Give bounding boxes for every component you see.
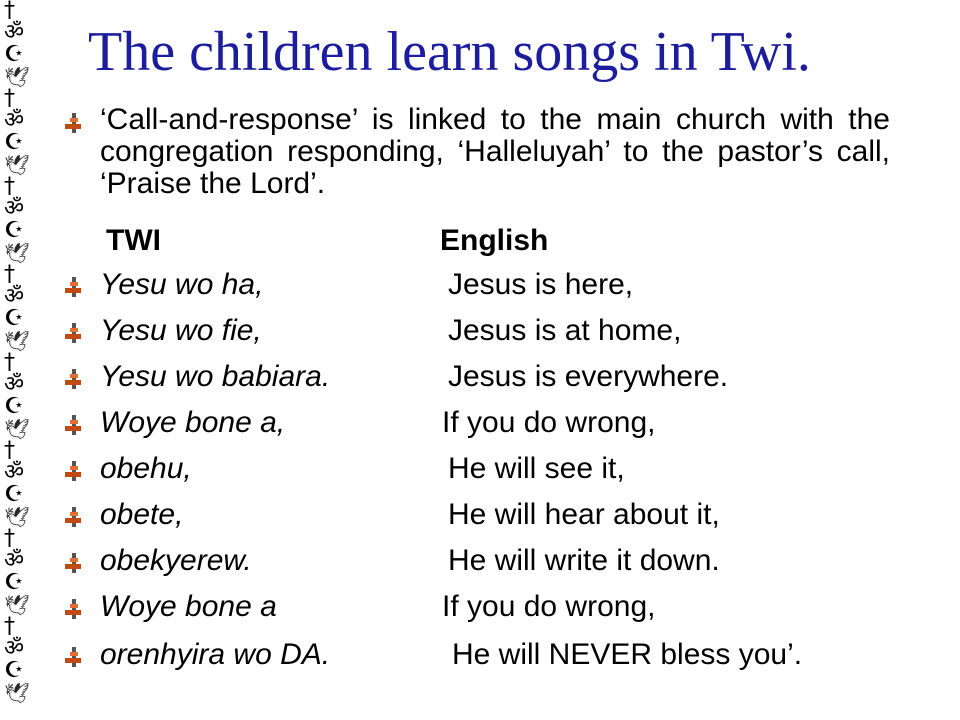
dove-icon: 🕊 <box>4 417 30 441</box>
header-english: English <box>440 224 549 257</box>
twi-line: obete, <box>100 498 184 531</box>
english-line: Jesus is here, <box>448 268 634 301</box>
dove-icon: 🕊 <box>4 329 30 353</box>
english-line: He will see it, <box>448 452 625 485</box>
om-icon: ॐ <box>4 636 25 661</box>
dove-icon: 🕊 <box>4 153 30 177</box>
intro-paragraph: ‘Call-and-response’ is linked to the main church with the congregation responding, ‘Halleluyah’ to the pastor’s call, ‘Praise the Lord’. <box>100 103 890 200</box>
dove-icon: 🕊 <box>4 505 30 529</box>
cross-icon: † <box>4 614 15 639</box>
twi-line: Yesu wo fie, <box>100 314 262 347</box>
twi-line: Yesu wo ha, <box>100 268 264 301</box>
english-line: He will NEVER bless you’. <box>452 638 803 671</box>
bullet-icon <box>62 276 84 298</box>
crescent-star-icon: ☪ <box>4 306 24 331</box>
cross-icon: † <box>4 438 15 463</box>
om-icon: ॐ <box>4 548 25 573</box>
cross-icon: † <box>4 262 15 287</box>
cross-icon: † <box>4 526 15 551</box>
twi-line: Woye bone a, <box>100 406 286 439</box>
crescent-star-icon: ☪ <box>4 570 24 595</box>
om-icon: ॐ <box>4 108 25 133</box>
crescent-star-icon: ☪ <box>4 218 24 243</box>
english-line: Jesus is at home, <box>448 314 682 347</box>
cross-icon: † <box>4 174 15 199</box>
om-icon: ॐ <box>4 20 25 45</box>
english-line: He will write it down. <box>448 544 720 577</box>
dove-icon: 🕊 <box>4 681 30 705</box>
om-icon: ॐ <box>4 196 25 221</box>
bullet-icon <box>62 368 84 390</box>
twi-line: Woye bone a <box>100 590 277 623</box>
twi-line: obekyerew. <box>100 544 252 577</box>
bullet-icon <box>62 552 84 574</box>
crescent-star-icon: ☪ <box>4 658 24 683</box>
twi-line: orenhyira wo DA. <box>100 638 331 671</box>
religious-symbol-border <box>0 0 42 720</box>
crescent-star-icon: ☪ <box>4 42 24 67</box>
english-line: If you do wrong, <box>442 590 656 623</box>
om-icon: ॐ <box>4 284 25 309</box>
crescent-star-icon: ☪ <box>4 482 24 507</box>
bullet-icon <box>62 460 84 482</box>
english-line: If you do wrong, <box>442 406 656 439</box>
english-line: He will hear about it, <box>448 498 720 531</box>
cross-icon: † <box>4 86 15 111</box>
cross-icon: † <box>4 0 15 23</box>
dove-icon: 🕊 <box>4 65 30 89</box>
slide-title: The children learn songs in Twi. <box>88 21 811 83</box>
header-twi: TWI <box>106 224 161 257</box>
om-icon: ॐ <box>4 372 25 397</box>
bullet-icon <box>62 112 84 134</box>
bullet-icon <box>62 646 84 668</box>
bullet-icon <box>62 598 84 620</box>
dove-icon: 🕊 <box>4 593 30 617</box>
bullet-icon <box>62 322 84 344</box>
cross-icon: † <box>4 350 15 375</box>
twi-line: obehu, <box>100 452 192 485</box>
crescent-star-icon: ☪ <box>4 130 24 155</box>
twi-line: Yesu wo babiara. <box>100 360 331 393</box>
english-line: Jesus is everywhere. <box>448 360 729 393</box>
om-icon: ॐ <box>4 460 25 485</box>
bullet-icon <box>62 414 84 436</box>
dove-icon: 🕊 <box>4 241 30 265</box>
bullet-icon <box>62 506 84 528</box>
crescent-star-icon: ☪ <box>4 394 24 419</box>
